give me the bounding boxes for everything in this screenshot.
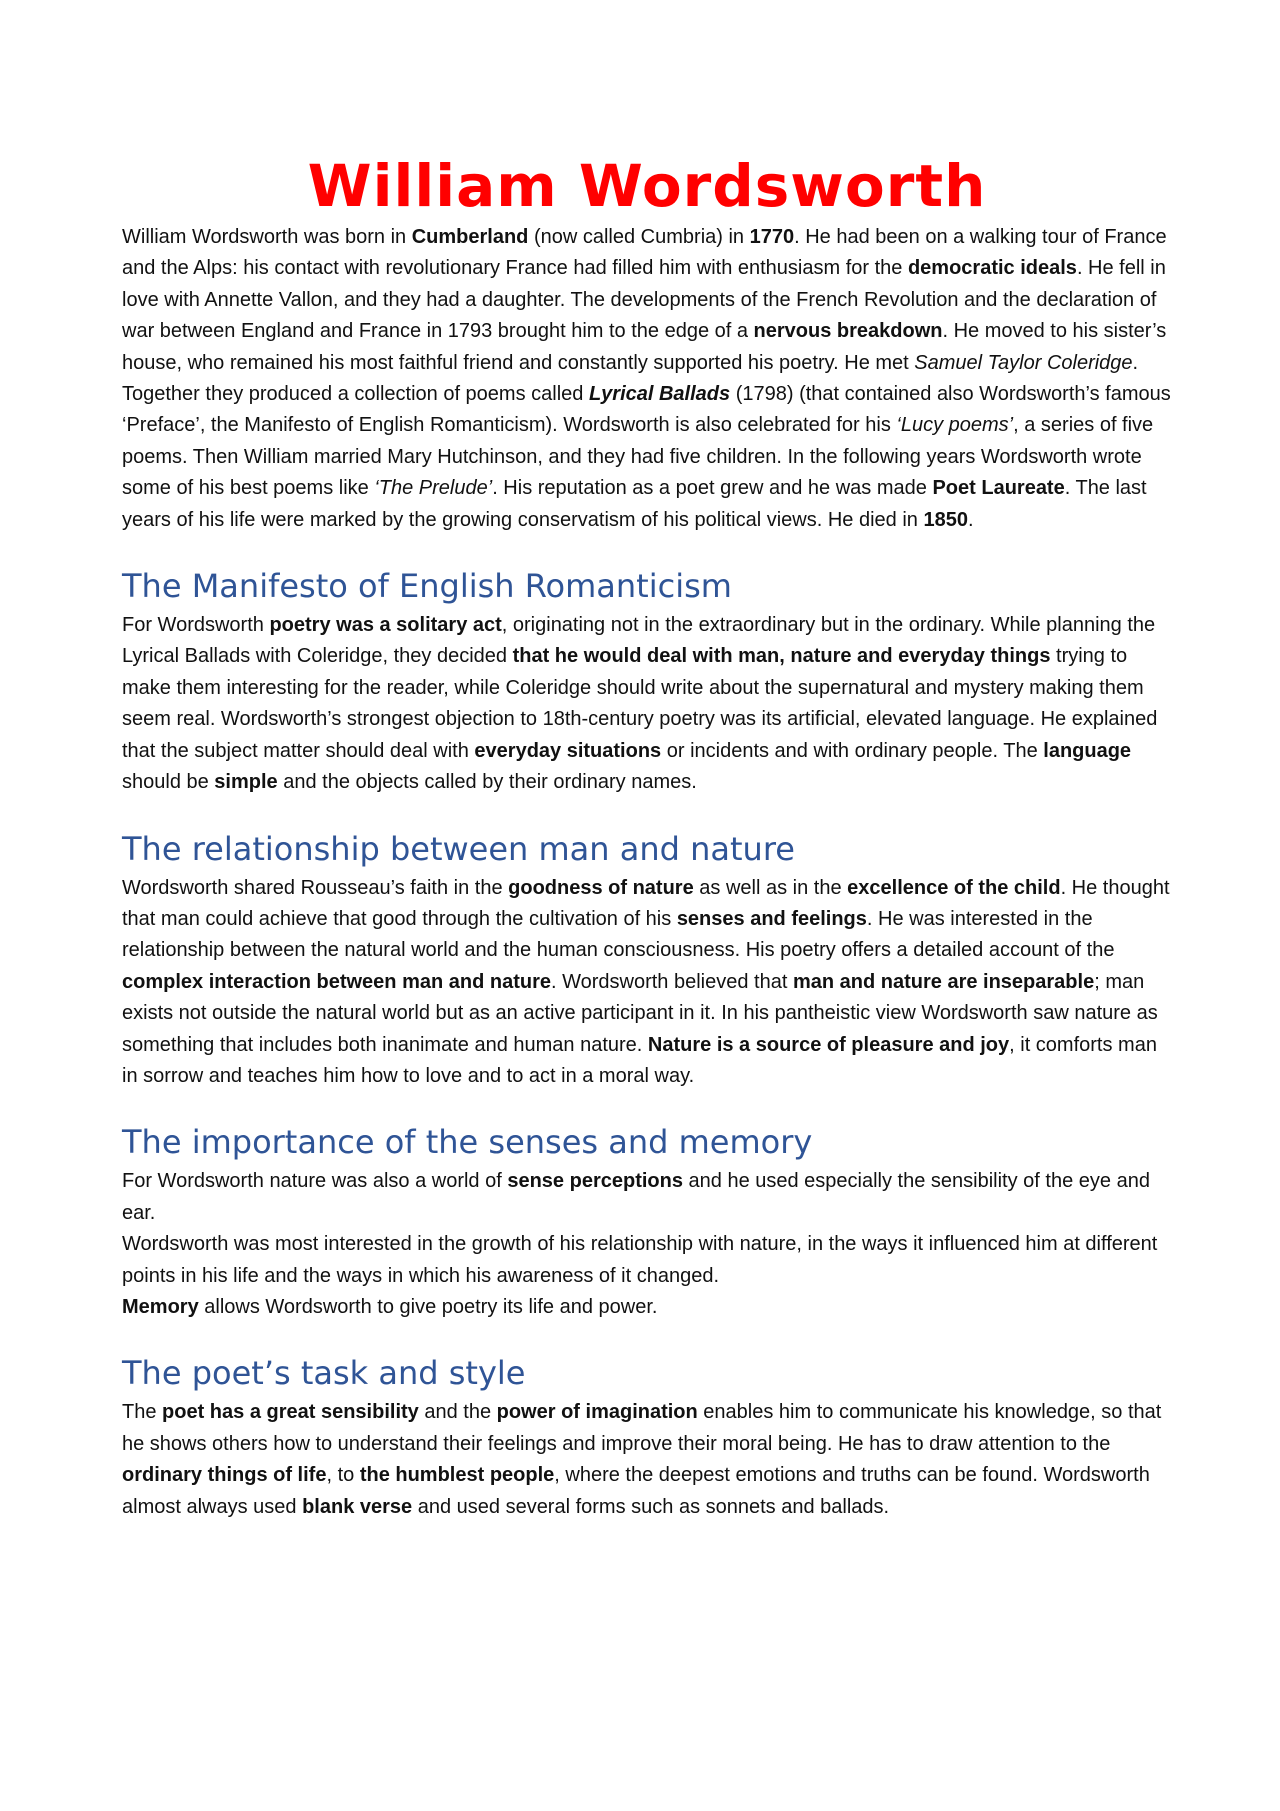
bold-text: 1850 [923, 508, 968, 531]
text-run: (now called Cumbria) in [528, 226, 750, 248]
section-paragraph [122, 1397, 1172, 1523]
bold-text: blank verse [302, 1495, 413, 1518]
text-run: . His reputation as a poet grew and he was made [492, 477, 933, 500]
text-run: For Wordsworth [122, 614, 270, 637]
bold-text: everyday situations [474, 739, 662, 762]
bold-text: that he would deal with man, nature and everyday things [512, 645, 1051, 668]
bold-text: poet has a great sensibility [162, 1401, 419, 1424]
intro-paragraph [122, 222, 1172, 536]
text-run: . Wordsworth believed that [550, 970, 793, 993]
bold-text: sense perceptions [507, 1170, 683, 1193]
bold-text: man and nature are inseparable [792, 970, 1095, 993]
text-run: For Wordsworth nature was also a world of [122, 1170, 508, 1193]
text-run: and the [418, 1401, 497, 1424]
bold-text: poetry was a solitary act [269, 614, 502, 637]
italic-text: ‘Lucy poems’ [896, 414, 1014, 437]
text-run: Wordsworth was most interested in the growth of his relationship with nature, in the ways it influenced him at different points in his life and the ways in which his awareness of it changed. [122, 1233, 1158, 1287]
text-run: Wordsworth shared Rousseau’s faith in the [122, 876, 509, 899]
bold-text: goodness of nature [508, 876, 694, 899]
bold-text: simple [214, 771, 278, 794]
text-run: . [967, 508, 974, 531]
text-run: (1798) (that contained also Wordsworth’s famous ‘Preface’, the Manifesto of English Romanticism). Wordsworth is also celebrated for his [122, 383, 1171, 437]
italic-text: Samuel Taylor Coleridge [914, 351, 1133, 374]
text-run: allows Wordsworth to give poetry its life and power. [198, 1295, 658, 1318]
section-heading: The relationship between man and nature [122, 829, 795, 868]
text-run: enables him to communicate his knowledge, so that he shows others how to understand their feelings and improve their moral being. He has to draw attention to the [122, 1401, 1162, 1455]
section-heading: The importance of the senses and memory [122, 1123, 813, 1162]
sections-container [122, 564, 1172, 1523]
bold-text: power of imagination [496, 1401, 698, 1424]
bold-text: complex interaction between man and nature [122, 970, 551, 993]
text-run: as well as in the [693, 876, 848, 899]
text-run: , where the deepest emotions and truths can be found. Wordsworth almost always used [122, 1464, 1150, 1518]
text-run: . He thought that man could achieve that good through the cultivation of his [122, 876, 1170, 930]
section-paragraph [122, 1229, 1172, 1292]
bold-text: ordinary things of life [122, 1464, 327, 1487]
bold-text: excellence of the child [847, 876, 1061, 899]
text-run: . The last years of his life were marked by the growing conservatism of his political views. He died in [122, 477, 1147, 531]
text-run: and the objects called by their ordinary names. [277, 771, 697, 794]
bold-text: Cumberland [411, 226, 529, 248]
text-run: , to [326, 1464, 360, 1487]
text-run: . He moved to his sister’s house, who remained his most faithful friend and constantly supported his poetry. He met [122, 320, 1167, 374]
section-paragraph [122, 1292, 1172, 1323]
text-run: , originating not in the extraordinary but in the ordinary. While planning the Lyrical Ballads with Coleridge, they decided [122, 614, 1156, 668]
text-run: . He had been on a walking tour of France and the Alps: his contact with revolutionary France had filled him with enthusiasm for the [122, 226, 1167, 280]
bold-italic-text: Lyrical Ballads [588, 383, 731, 406]
bold-text: 1770 [749, 226, 795, 248]
section-heading: The poet’s task and style [122, 1354, 526, 1393]
bold-text: Memory [122, 1295, 199, 1318]
text-run: or incidents and with ordinary people. The [661, 739, 1044, 762]
text-run: and used several forms such as sonnets and ballads. [412, 1495, 890, 1518]
italic-text: ‘The Prelude’ [374, 477, 493, 500]
bold-text: democratic ideals [907, 257, 1077, 280]
text-run: and he used especially the sensibility of the eye and ear. [122, 1170, 1150, 1224]
bold-text: Poet Laureate [932, 477, 1065, 500]
text-run: . Together they produced a collection of poems called [122, 351, 1139, 406]
bold-text: senses and feelings [676, 907, 867, 930]
text-run: ; man exists not outside the natural world but as an active participant in it. In his pantheistic view Wordsworth saw nature as something that includes both inanimate and human nature. [122, 970, 1158, 1056]
text-run: trying to make them interesting for the reader, while Coleridge should write about the supernatural and mystery making them seem real. Wordsworth’s strongest objection to 18th-century poetry was its artificial, elevated language. He explained that the subject matter should deal with [122, 645, 1158, 762]
text-run: . He was interested in the relationship between the natural world and the human consciousness. His poetry offers a detailed account of the [122, 907, 1115, 962]
text-run: The [122, 1401, 163, 1424]
section-paragraph [122, 610, 1172, 798]
text-run: should be [122, 771, 215, 794]
document-page [122, 150, 1172, 1523]
text-run: , it comforts man in sorrow and teaches him how to love and to act in a moral way. [122, 1033, 1157, 1087]
page-title: William Wordsworth [307, 152, 987, 220]
text-run: . He fell in love with Annette Vallon, and they had a daughter. The developments of the French Revolution and the declaration of war between England and France in 1793 brought him to the edge of a [122, 257, 1166, 343]
bold-text: the humblest people [359, 1464, 555, 1487]
text-run: , a series of five poems. Then William married Mary Hutchinson, and they had five children. In the following years Wordsworth wrote some of his best poems like [122, 414, 1154, 500]
bold-text: nervous breakdown [753, 320, 943, 343]
bold-text: Nature is a source of pleasure and joy [647, 1033, 1010, 1056]
section-paragraph [122, 873, 1172, 1093]
section-heading: The Manifesto of English Romanticism [122, 567, 732, 606]
section-paragraph [122, 1166, 1172, 1229]
bold-text: language [1043, 739, 1132, 762]
text-run: William Wordsworth was born in [122, 226, 412, 248]
